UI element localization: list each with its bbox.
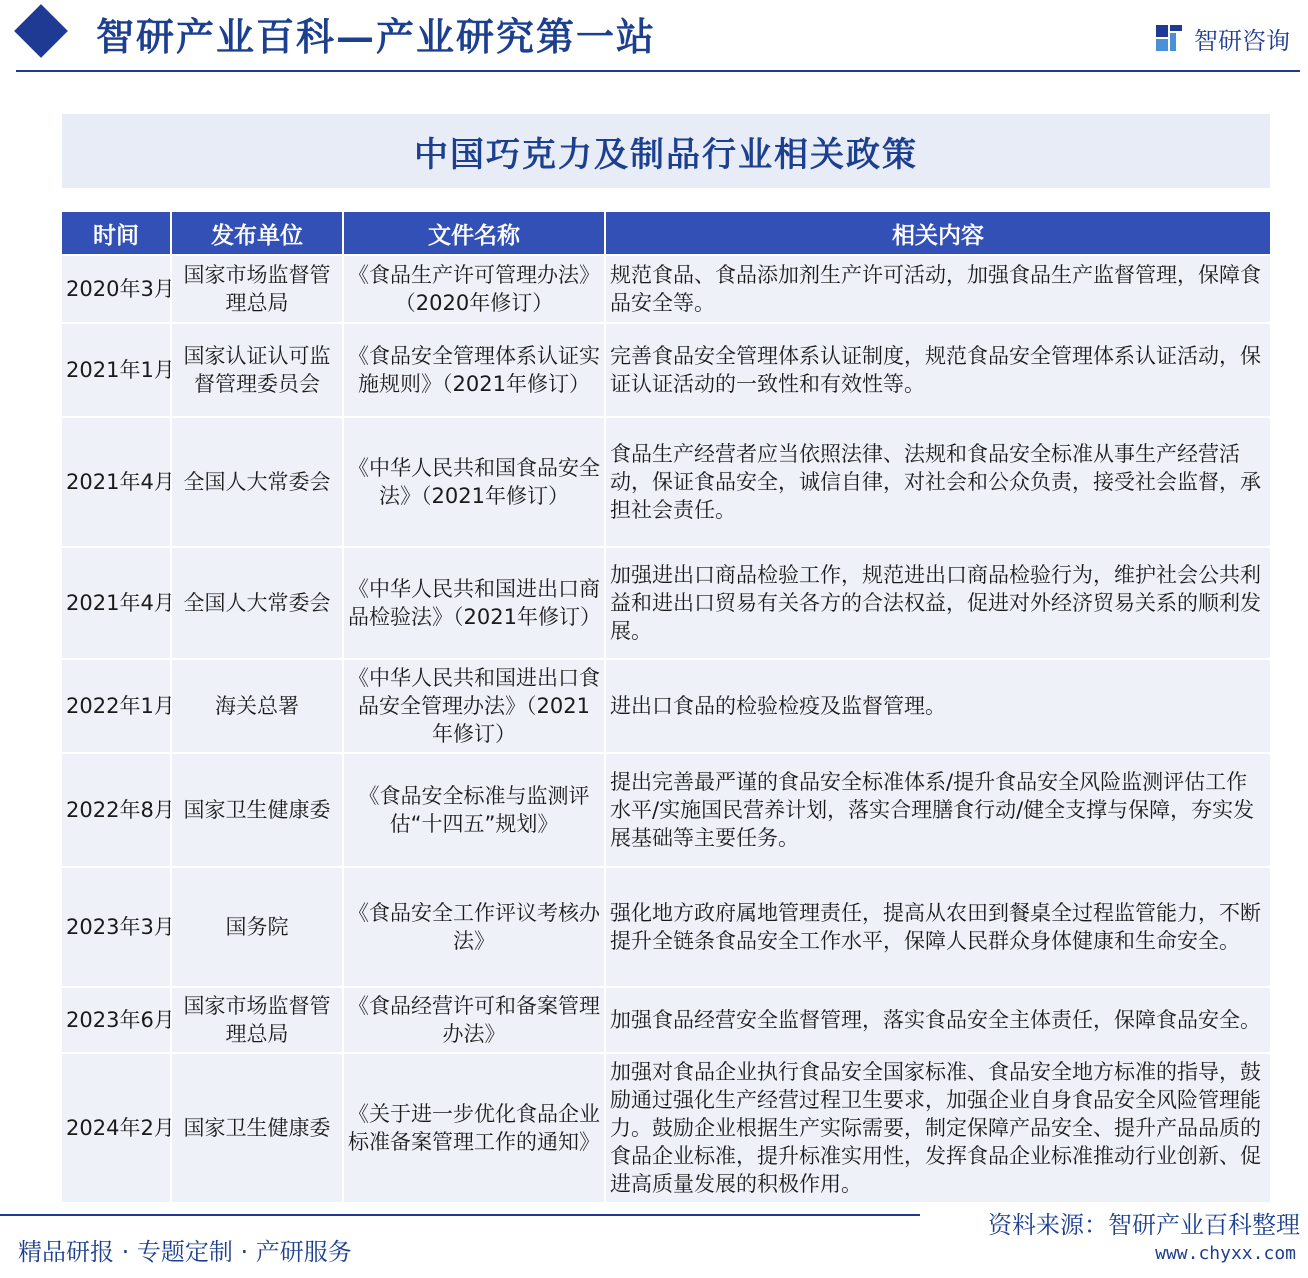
cell-content: 提出完善最严谨的食品安全标准体系/提升食品安全风险监测评估工作水平/实施国民营养计划，落实合理膳食行动/健全支撑与保障，夯实发展基础等主要任务。	[606, 754, 1270, 866]
table-title: 中国巧克力及制品行业相关政策	[414, 134, 918, 175]
cell-org: 国家卫生健康委	[172, 1054, 344, 1202]
cell-content: 食品生产经营者应当依照法律、法规和食品安全标准从事生产经营活动，保证食品安全，诚信自律，对社会和公众负责，接受社会监督，承担社会责任。	[606, 418, 1270, 546]
cell-time: 2021年4月	[62, 548, 172, 658]
cell-time: 2022年8月	[62, 754, 172, 866]
policy-table	[62, 210, 1270, 1204]
brand-name: 智研咨询	[1194, 26, 1290, 55]
brand-logo[interactable]	[1154, 18, 1290, 58]
table-row	[62, 754, 1270, 866]
cell-org: 国家市场监督管理总局	[172, 988, 344, 1052]
header-bar	[0, 0, 1308, 72]
footer-slogan: 精品研报 · 专题定制 · 产研服务	[18, 1238, 352, 1266]
cell-doc: 《食品经营许可和备案管理办法》	[344, 988, 606, 1052]
column-header-org: 发布单位	[172, 212, 344, 254]
cell-org: 全国人大常委会	[172, 548, 344, 658]
cell-org: 海关总署	[172, 660, 344, 752]
table-row	[62, 324, 1270, 416]
cell-time: 2023年6月	[62, 988, 172, 1052]
cell-content: 完善食品安全管理体系认证制度，规范食品安全管理体系认证活动，保证认证活动的一致性和有效性等。	[606, 324, 1270, 416]
column-header-time: 时间	[62, 212, 172, 254]
cell-doc: 《食品安全管理体系认证实施规则》（2021年修订）	[344, 324, 606, 416]
table-header-row	[62, 212, 1270, 254]
cell-doc: 《中华人民共和国进出口食品安全管理办法》（2021年修订）	[344, 660, 606, 752]
table-row	[62, 660, 1270, 752]
table-row	[62, 256, 1270, 322]
cell-content: 进出口食品的检验检疫及监督管理。	[606, 660, 1270, 752]
column-header-content: 相关内容	[606, 212, 1270, 254]
site-url-link[interactable]: www.chyxx.com	[1155, 1243, 1296, 1264]
data-source: 资料来源：智研产业百科整理	[988, 1211, 1300, 1239]
cell-doc: 《食品安全工作评议考核办法》	[344, 868, 606, 986]
table-row	[62, 988, 1270, 1052]
cell-content: 规范食品、食品添加剂生产许可活动，加强食品生产监督管理，保障食品安全等。	[606, 256, 1270, 322]
table-title-band	[62, 114, 1270, 188]
cell-doc: 《食品安全标准与监测评估“十四五”规划》	[344, 754, 606, 866]
cell-doc: 《中华人民共和国进出口商品检验法》（2021年修订）	[344, 548, 606, 658]
cell-org: 全国人大常委会	[172, 418, 344, 546]
cell-org: 国家卫生健康委	[172, 754, 344, 866]
table-row	[62, 418, 1270, 546]
site-title: 智研产业百科—产业研究第一站	[96, 14, 657, 59]
cell-time: 2021年4月	[62, 418, 172, 546]
cell-doc: 《中华人民共和国食品安全法》（2021年修订）	[344, 418, 606, 546]
cell-time: 2021年1月	[62, 324, 172, 416]
table-row	[62, 1054, 1270, 1202]
cell-time: 2020年3月	[62, 256, 172, 322]
cell-org: 国家市场监督管理总局	[172, 256, 344, 322]
diamond-icon	[14, 4, 68, 58]
cell-doc: 《关于进一步优化食品企业标准备案管理工作的通知》	[344, 1054, 606, 1202]
cell-content: 加强进出口商品检验工作，规范进出口商品检验行为，维护社会公共利益和进出口贸易有关各方的合法权益，促进对外经济贸易关系的顺利发展。	[606, 548, 1270, 658]
cell-content: 加强对食品企业执行食品安全国家标准、食品安全地方标准的指导，鼓励通过强化生产经营过程卫生要求，加强企业自身食品安全风险管理能力。鼓励企业根据生产实际需要，制定保障产品安全、提升产品品质的食品企业标准，提升标准实用性，发挥食品企业标准推动行业创新、促进高质量发展的积极作用。	[606, 1054, 1270, 1202]
cell-content: 强化地方政府属地管理责任，提高从农田到餐桌全过程监管能力，不断提升全链条食品安全工作水平，保障人民群众身体健康和生命安全。	[606, 868, 1270, 986]
cell-time: 2022年1月	[62, 660, 172, 752]
table-row	[62, 868, 1270, 986]
brand-mark-icon	[1154, 23, 1184, 53]
cell-org: 国务院	[172, 868, 344, 986]
cell-doc: 《食品生产许可管理办法》（2020年修订）	[344, 256, 606, 322]
header-divider	[16, 70, 1300, 72]
footer-divider	[0, 1214, 920, 1216]
cell-time: 2023年3月	[62, 868, 172, 986]
table-row	[62, 548, 1270, 658]
cell-org: 国家认证认可监督管理委员会	[172, 324, 344, 416]
cell-content: 加强食品经营安全监督管理，落实食品安全主体责任，保障食品安全。	[606, 988, 1270, 1052]
cell-time: 2024年2月	[62, 1054, 172, 1202]
column-header-doc: 文件名称	[344, 212, 606, 254]
